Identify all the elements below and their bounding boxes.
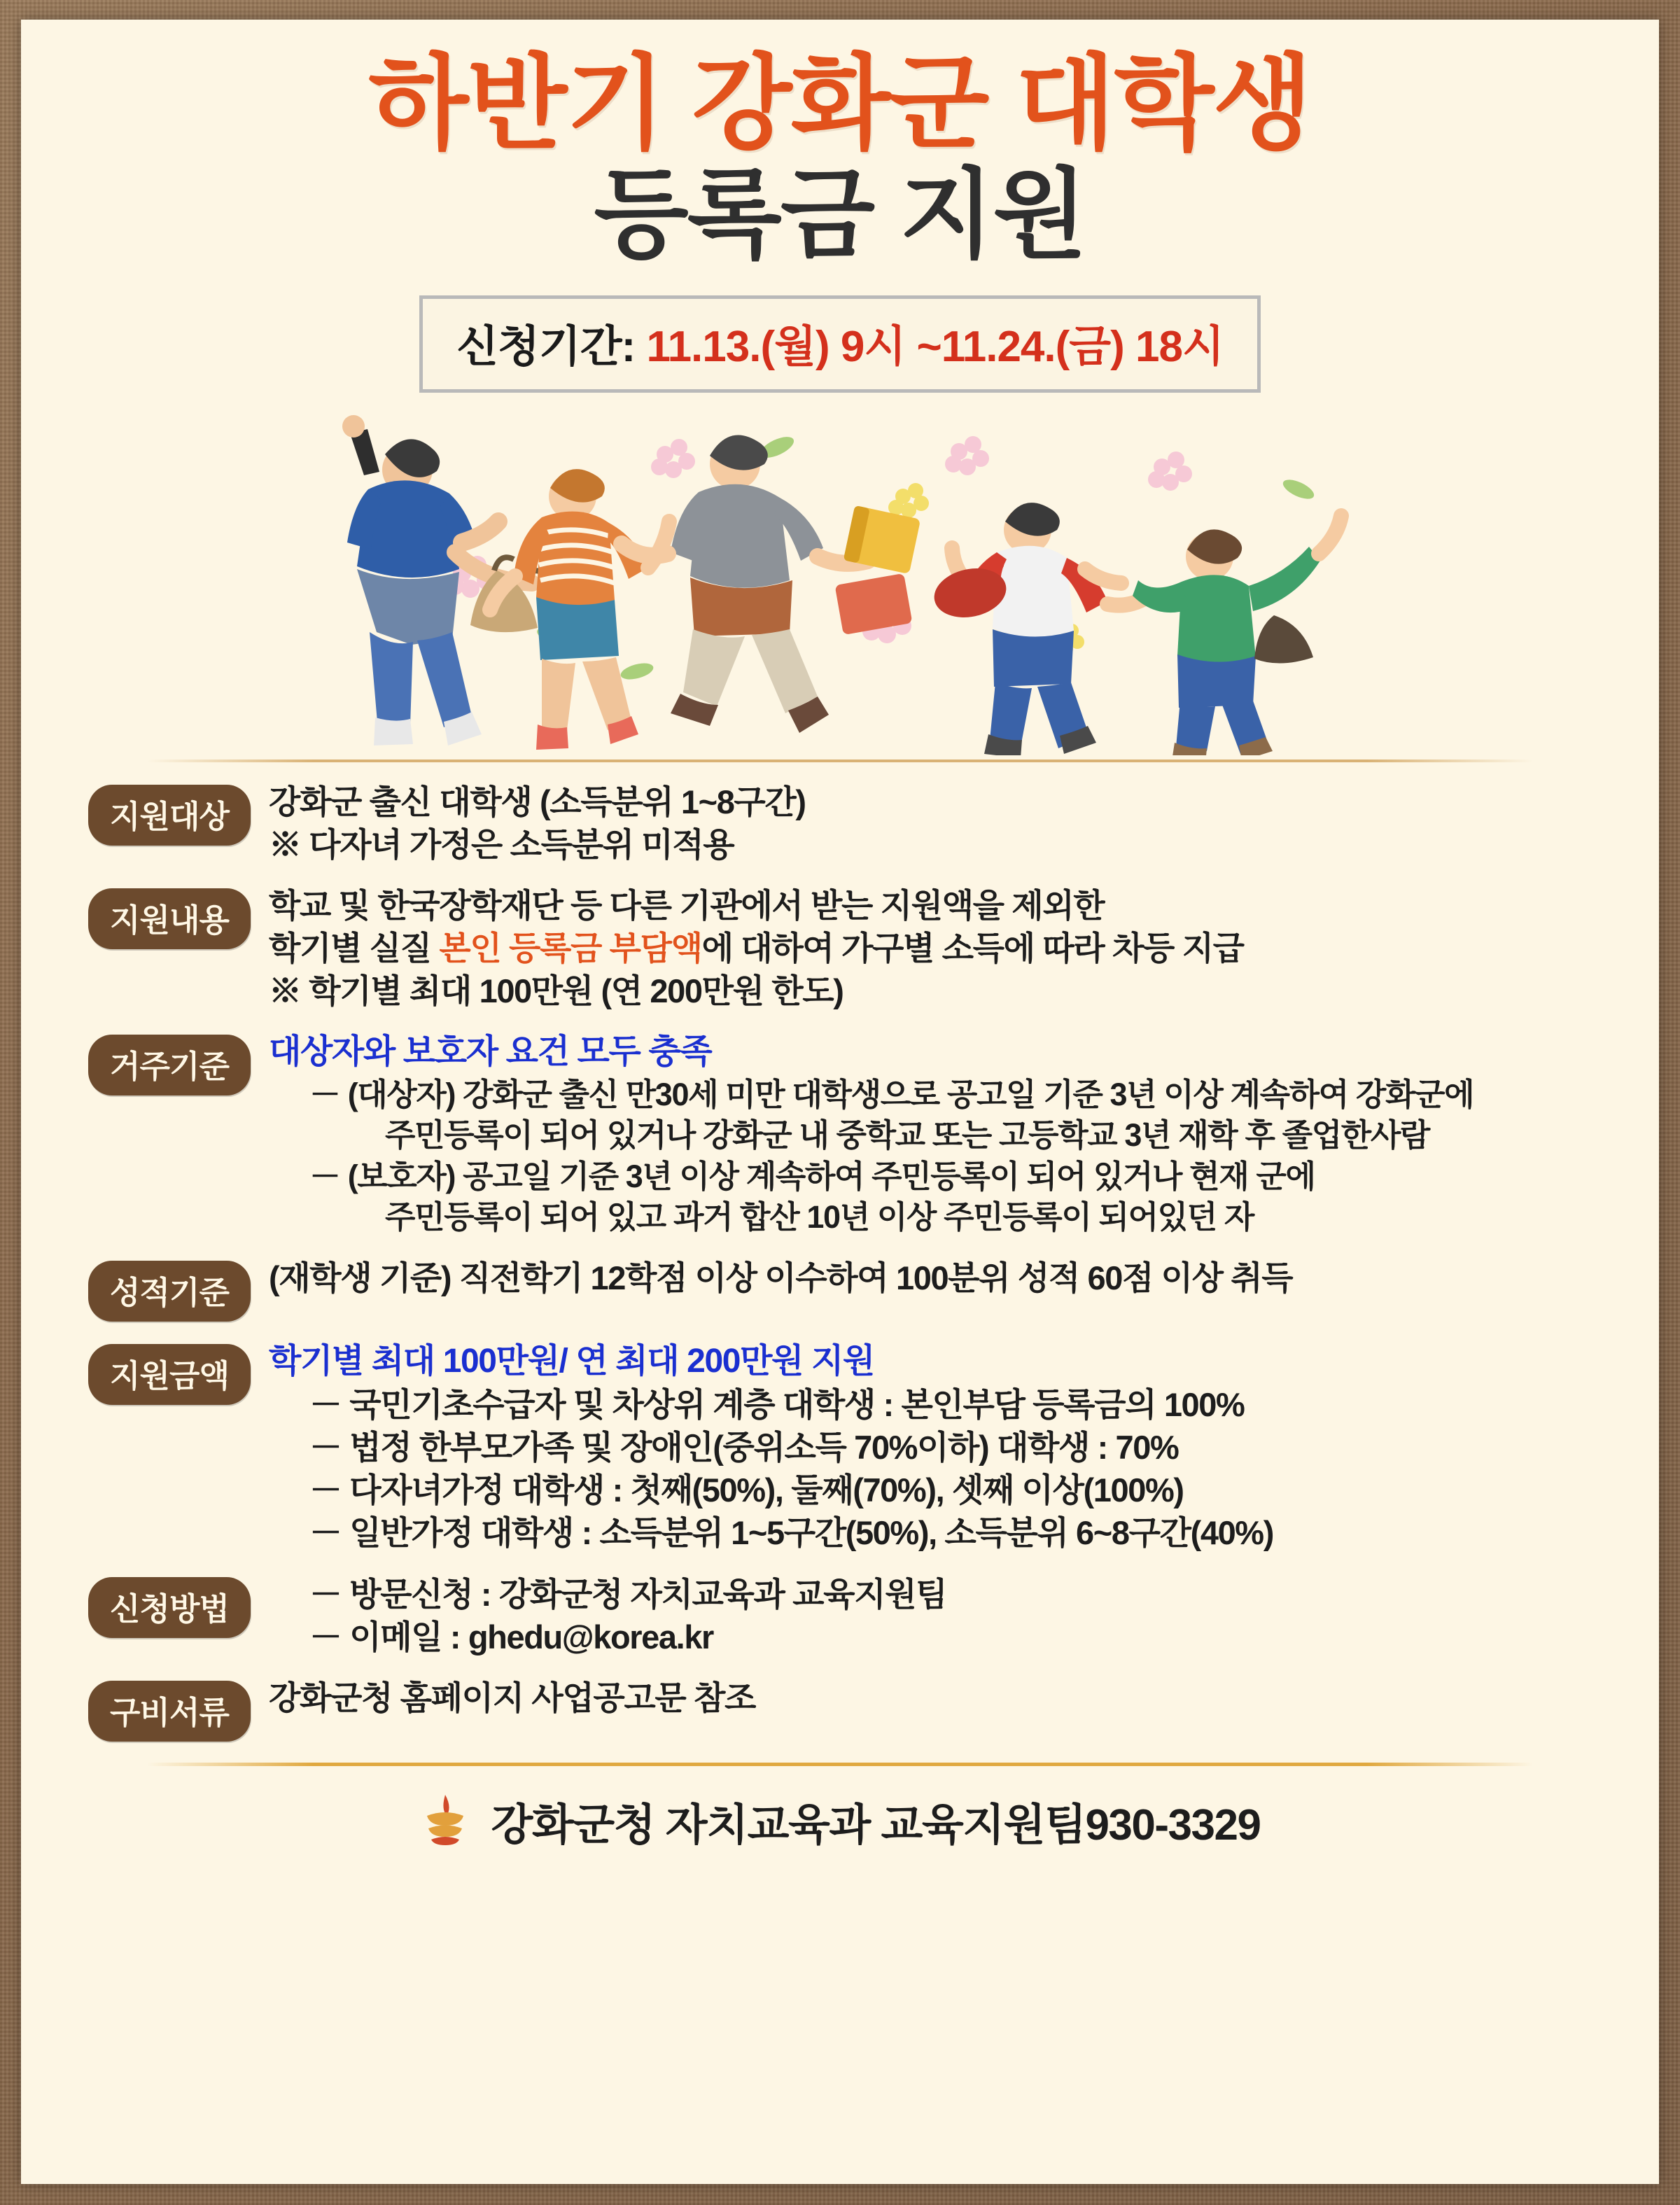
section-line: － 국민기초수급자 및 차상위 계층 대학생 : 본인부담 등록금의 100% bbox=[309, 1386, 1245, 1424]
section-body bbox=[251, 884, 1606, 1012]
section-line: (재학생 기준) 직전학기 12학점 이상 이수하여 100분위 성적 60점 이상 취득 bbox=[269, 1259, 1293, 1296]
section-support-content bbox=[88, 884, 1606, 1012]
section-body bbox=[251, 1340, 1606, 1555]
application-period-label: 신청기간: bbox=[456, 322, 636, 371]
application-period-box bbox=[419, 295, 1261, 393]
section-line: 강화군청 홈페이지 사업공고문 참조 bbox=[269, 1679, 756, 1716]
page-title-line2: 등록금 지원 bbox=[594, 159, 1086, 270]
section-tag: 신청방법 bbox=[88, 1577, 251, 1638]
section-line: － 법정 한부모가족 및 장애인(중위소득 70%이하) 대학생 : 70% bbox=[309, 1429, 1179, 1466]
section-line-email[interactable]: － 이메일 : ghedu@korea.kr bbox=[309, 1618, 713, 1656]
section-divider-bottom bbox=[147, 1763, 1533, 1766]
section-line-mixed bbox=[269, 927, 1606, 969]
footer bbox=[21, 1790, 1659, 1852]
title-block bbox=[21, 20, 1659, 270]
section-tag: 구비서류 bbox=[88, 1681, 251, 1742]
section-line: ※ 다자녀 가정은 소득분위 미적용 bbox=[269, 826, 734, 864]
section-grade-criteria bbox=[88, 1256, 1606, 1322]
section-support-amount bbox=[88, 1340, 1606, 1555]
line-highlight-red: 본인 등록금 부담액 bbox=[439, 930, 702, 967]
section-required-documents bbox=[88, 1676, 1606, 1742]
section-tag: 성적기준 bbox=[88, 1261, 251, 1322]
section-line: － 일반가정 대학생 : 소득분위 1~5구간(50%), 소득분위 6~8구간(40%) bbox=[309, 1514, 1273, 1552]
application-period-wrap bbox=[21, 295, 1659, 393]
footer-contact: 강화군청 자치교육과 교육지원팀930-3329 bbox=[491, 1800, 1261, 1849]
section-tag: 거주기준 bbox=[88, 1035, 251, 1096]
section-line: 학교 및 한국장학재단 등 다른 기관에서 받는 지원액을 제외한 bbox=[269, 887, 1105, 925]
section-body bbox=[251, 780, 1606, 866]
section-how-to-apply bbox=[88, 1573, 1606, 1658]
section-body bbox=[251, 1030, 1606, 1238]
section-headline: 학기별 최대 100만원/ 연 최대 200만원 지원 bbox=[269, 1342, 874, 1380]
line-post: 에 대하여 가구별 소득에 따라 차등 지급 bbox=[701, 930, 1244, 967]
section-line: － (보호자) 공고일 기준 3년 이상 계속하여 주민등록이 되어 있거나 현재 군에 bbox=[309, 1158, 1315, 1194]
application-period-value: 11.13.(월) 9시 ~11.24.(금) 18시 bbox=[646, 322, 1224, 371]
student-figure-5 bbox=[1085, 516, 1341, 755]
ganghwa-county-emblem-icon bbox=[420, 1792, 470, 1850]
section-body bbox=[251, 1676, 1606, 1719]
section-line: ※ 학기별 최대 100만원 (연 200만원 한도) bbox=[269, 972, 844, 1010]
section-line: － (대상자) 강화군 출신 만30세 미만 대학생으로 공고일 기준 3년 이상 계속하여 강화군에 bbox=[309, 1076, 1474, 1112]
section-line: 강화군 출신 대학생 (소득분위 1~8구간) bbox=[269, 783, 806, 820]
content-area bbox=[21, 762, 1659, 1742]
section-residency-criteria bbox=[88, 1030, 1606, 1238]
section-tag: 지원대상 bbox=[88, 785, 251, 846]
line-pre: 학기별 실질 bbox=[269, 930, 440, 967]
section-body bbox=[251, 1573, 1606, 1658]
section-body bbox=[251, 1256, 1606, 1299]
section-line: － 방문신청 : 강화군청 자치교육과 교육지원팀 bbox=[309, 1575, 947, 1613]
section-line: 주민등록이 되어 있거나 강화군 내 중학교 또는 고등학교 3년 재학 후 졸업한사람 bbox=[385, 1117, 1429, 1154]
section-support-target bbox=[88, 780, 1606, 866]
page-title-line1: 하반기 강화군 대학생 bbox=[368, 46, 1312, 162]
poster-canvas bbox=[21, 20, 1659, 2184]
section-line: 주민등록이 되어 있고 과거 합산 10년 이상 주민등록이 되어있던 자 bbox=[385, 1199, 1254, 1236]
section-headline: 대상자와 보호자 요건 모두 충족 bbox=[269, 1033, 712, 1071]
section-tag: 지원금액 bbox=[88, 1344, 251, 1405]
section-line: － 다자녀가정 대학생 : 첫째(50%), 둘째(70%), 셋째 이상(100%) bbox=[309, 1471, 1184, 1509]
section-tag: 지원내용 bbox=[88, 888, 251, 949]
student-figure-4 bbox=[930, 503, 1147, 755]
students-illustration bbox=[21, 405, 1659, 755]
student-figure-3 bbox=[622, 435, 920, 733]
